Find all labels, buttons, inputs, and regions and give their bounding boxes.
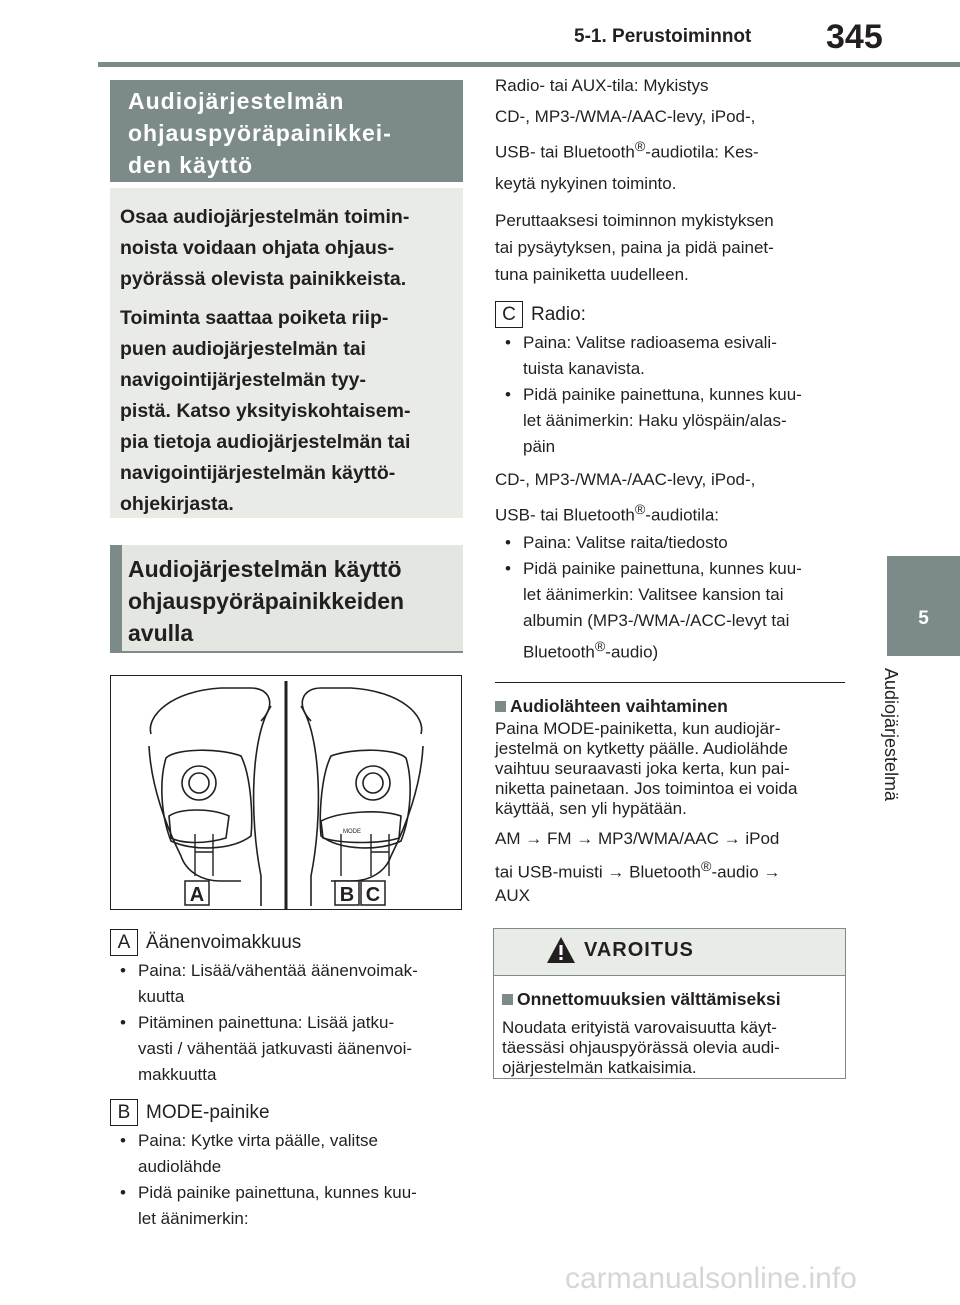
text-line: noista voidaan ohjata ohjaus-: [120, 237, 395, 259]
text-line: pistä. Katso yksityiskohtaisem-: [120, 400, 411, 422]
heading-line: ohjauspyöräpainikkei-: [128, 120, 392, 146]
item-b-title: MODE-painike: [146, 1102, 270, 1123]
source-sequence-end: AUX: [495, 885, 530, 905]
chapter-label-wrap: [880, 668, 940, 848]
left-column-text: [110, 922, 470, 1232]
text-line: pyörässä olevista painikkeista.: [120, 268, 407, 290]
label-a: A: [110, 929, 138, 956]
mode-button-text: MODE: [343, 829, 361, 835]
item-a-title: Äänenvoimakkuus: [146, 932, 302, 953]
arrow-icon: →: [607, 862, 625, 882]
subsection-heading-box: [110, 545, 463, 653]
warning-triangle-icon: [546, 936, 576, 964]
bullet: • Paina: Valitse radioasema esivali- tuista kanavista.: [495, 330, 850, 382]
item-b-heading: [110, 1098, 470, 1128]
item-c-title: Radio:: [531, 303, 586, 325]
warning-header: [494, 929, 845, 976]
item-c-bullets: [495, 330, 850, 460]
divider: [495, 682, 845, 683]
figure-label-b: B: [339, 884, 355, 906]
text-line: puen audiojärjestelmän tai: [120, 338, 366, 360]
text-line: pia tietoja audiojärjestelmän tai: [120, 431, 411, 453]
heading-line: den käyttö: [128, 152, 254, 178]
arrow-icon: →: [576, 828, 594, 848]
heading-line: Audiojärjestelmän käyttö: [128, 556, 402, 582]
figure-label-c: C: [365, 884, 381, 906]
bullet: • Paina: Valitse raita/tiedosto: [495, 530, 850, 556]
bullet: • Pidä painike painettuna, kunnes kuu- let äänimerkin: Valitsee kansion tai albumin (MP3-/WMA-/ACC-levyt tai Bluetooth®-audio): [495, 556, 850, 666]
figure-label-a: A: [189, 884, 205, 906]
paragraph: CD-, MP3-/WMA-/AAC-levy, iPod-, USB- tai Bluetooth®-audiotila:: [495, 469, 756, 525]
paragraph: Paina MODE-painiketta, kun audiojär- jestelmä on kytketty päälle. Audiolähde vaihtuu seuraavasti joka kerta, kun pai- niketta painetaan. Jos toimintoa ei voida käyttää, sen yli hypätään.: [495, 718, 798, 818]
paragraph: Radio- tai AUX-tila: Mykistys CD-, MP3-/WMA-/AAC-levy, iPod-, USB- tai Bluetooth®-audiotila: Kes- keytä nykyinen toiminto.: [495, 76, 759, 193]
square-bullet-icon: [502, 994, 513, 1005]
chapter-tab: [887, 556, 960, 656]
heading-line: avulla: [128, 620, 194, 646]
arrow-icon: →: [723, 828, 741, 848]
section-title: 5-1. Perustoiminnot: [574, 26, 752, 47]
paragraph: Peruttaaksesi toiminnon mykistyksen tai pysäytyksen, paina ja pidä painet- tuna painiketta uudelleen.: [495, 210, 774, 284]
right-column-text: [495, 70, 850, 905]
label-c: C: [495, 301, 523, 328]
bullet: • Pidä painike painettuna, kunnes kuu- let äänimerkin: Haku ylöspäin/alas- päin: [495, 382, 850, 460]
warning-title: VAROITUS: [584, 939, 694, 961]
steering-wheel-illustration: [110, 675, 462, 910]
item-c-heading: [495, 300, 850, 330]
heading-line: Audiojärjestelmän: [128, 88, 345, 114]
bullet: • Paina: Kytke virta päälle, valitse audiolähde: [110, 1128, 470, 1180]
arrow-icon: →: [763, 862, 781, 882]
text-line: navigointijärjestelmän tyy-: [120, 369, 366, 391]
source-sequence: AM → FM → MP3/WMA/AAC → iPod tai USB-muisti → Bluetooth®-audio →: [495, 828, 781, 882]
square-bullet-icon: [495, 701, 506, 712]
text-line: Toiminta saattaa poiketa riip-: [120, 307, 389, 329]
intro-paragraph: [120, 303, 453, 520]
intro-paragraph: [120, 202, 453, 295]
warning-subtitle: Onnettomuuksien välttämiseksi: [502, 986, 837, 1012]
item-b-bullets: [110, 1128, 470, 1232]
item-c-bullets-2: [495, 530, 850, 666]
chapter-number: 5: [918, 608, 929, 629]
warning-text: Noudata erityistä varovaisuutta käyt- täessäsi ohjauspyörässä olevia audi- ojärjestelmän katkaisimia.: [502, 1018, 780, 1077]
text-line: ohjekirjasta.: [120, 493, 234, 515]
text-line: Osaa audiojärjestelmän toimin-: [120, 206, 410, 228]
chapter-label: Audiojärjestelmä: [881, 668, 901, 802]
source-heading: Audiolähteen vaihtaminen: [495, 693, 850, 719]
item-a-heading: [110, 928, 470, 958]
section-heading-box: [110, 80, 463, 182]
arrow-icon: →: [525, 828, 543, 848]
header-rule: [98, 62, 960, 67]
intro-box: [110, 188, 463, 518]
label-b: B: [110, 1099, 138, 1126]
page-number: 345: [826, 18, 883, 56]
bullet: • Paina: Lisää/vähentää äänenvoimak- kuutta: [110, 958, 470, 1010]
heading-line: ohjauspyöräpainikkeiden: [128, 588, 405, 614]
warning-box: [493, 928, 846, 1079]
text-line: navigointijärjestelmän käyttö-: [120, 462, 396, 484]
steering-wheel-drawing: [111, 676, 461, 909]
item-a-bullets: [110, 958, 470, 1088]
bullet: • Pitäminen painettuna: Lisää jatku- vasti / vähentää jatkuvasti äänenvoi- makkuutta: [110, 1010, 470, 1088]
bullet: • Pidä painike painettuna, kunnes kuu- let äänimerkin:: [110, 1180, 470, 1232]
watermark: carmanualsonline.info: [565, 1262, 857, 1295]
